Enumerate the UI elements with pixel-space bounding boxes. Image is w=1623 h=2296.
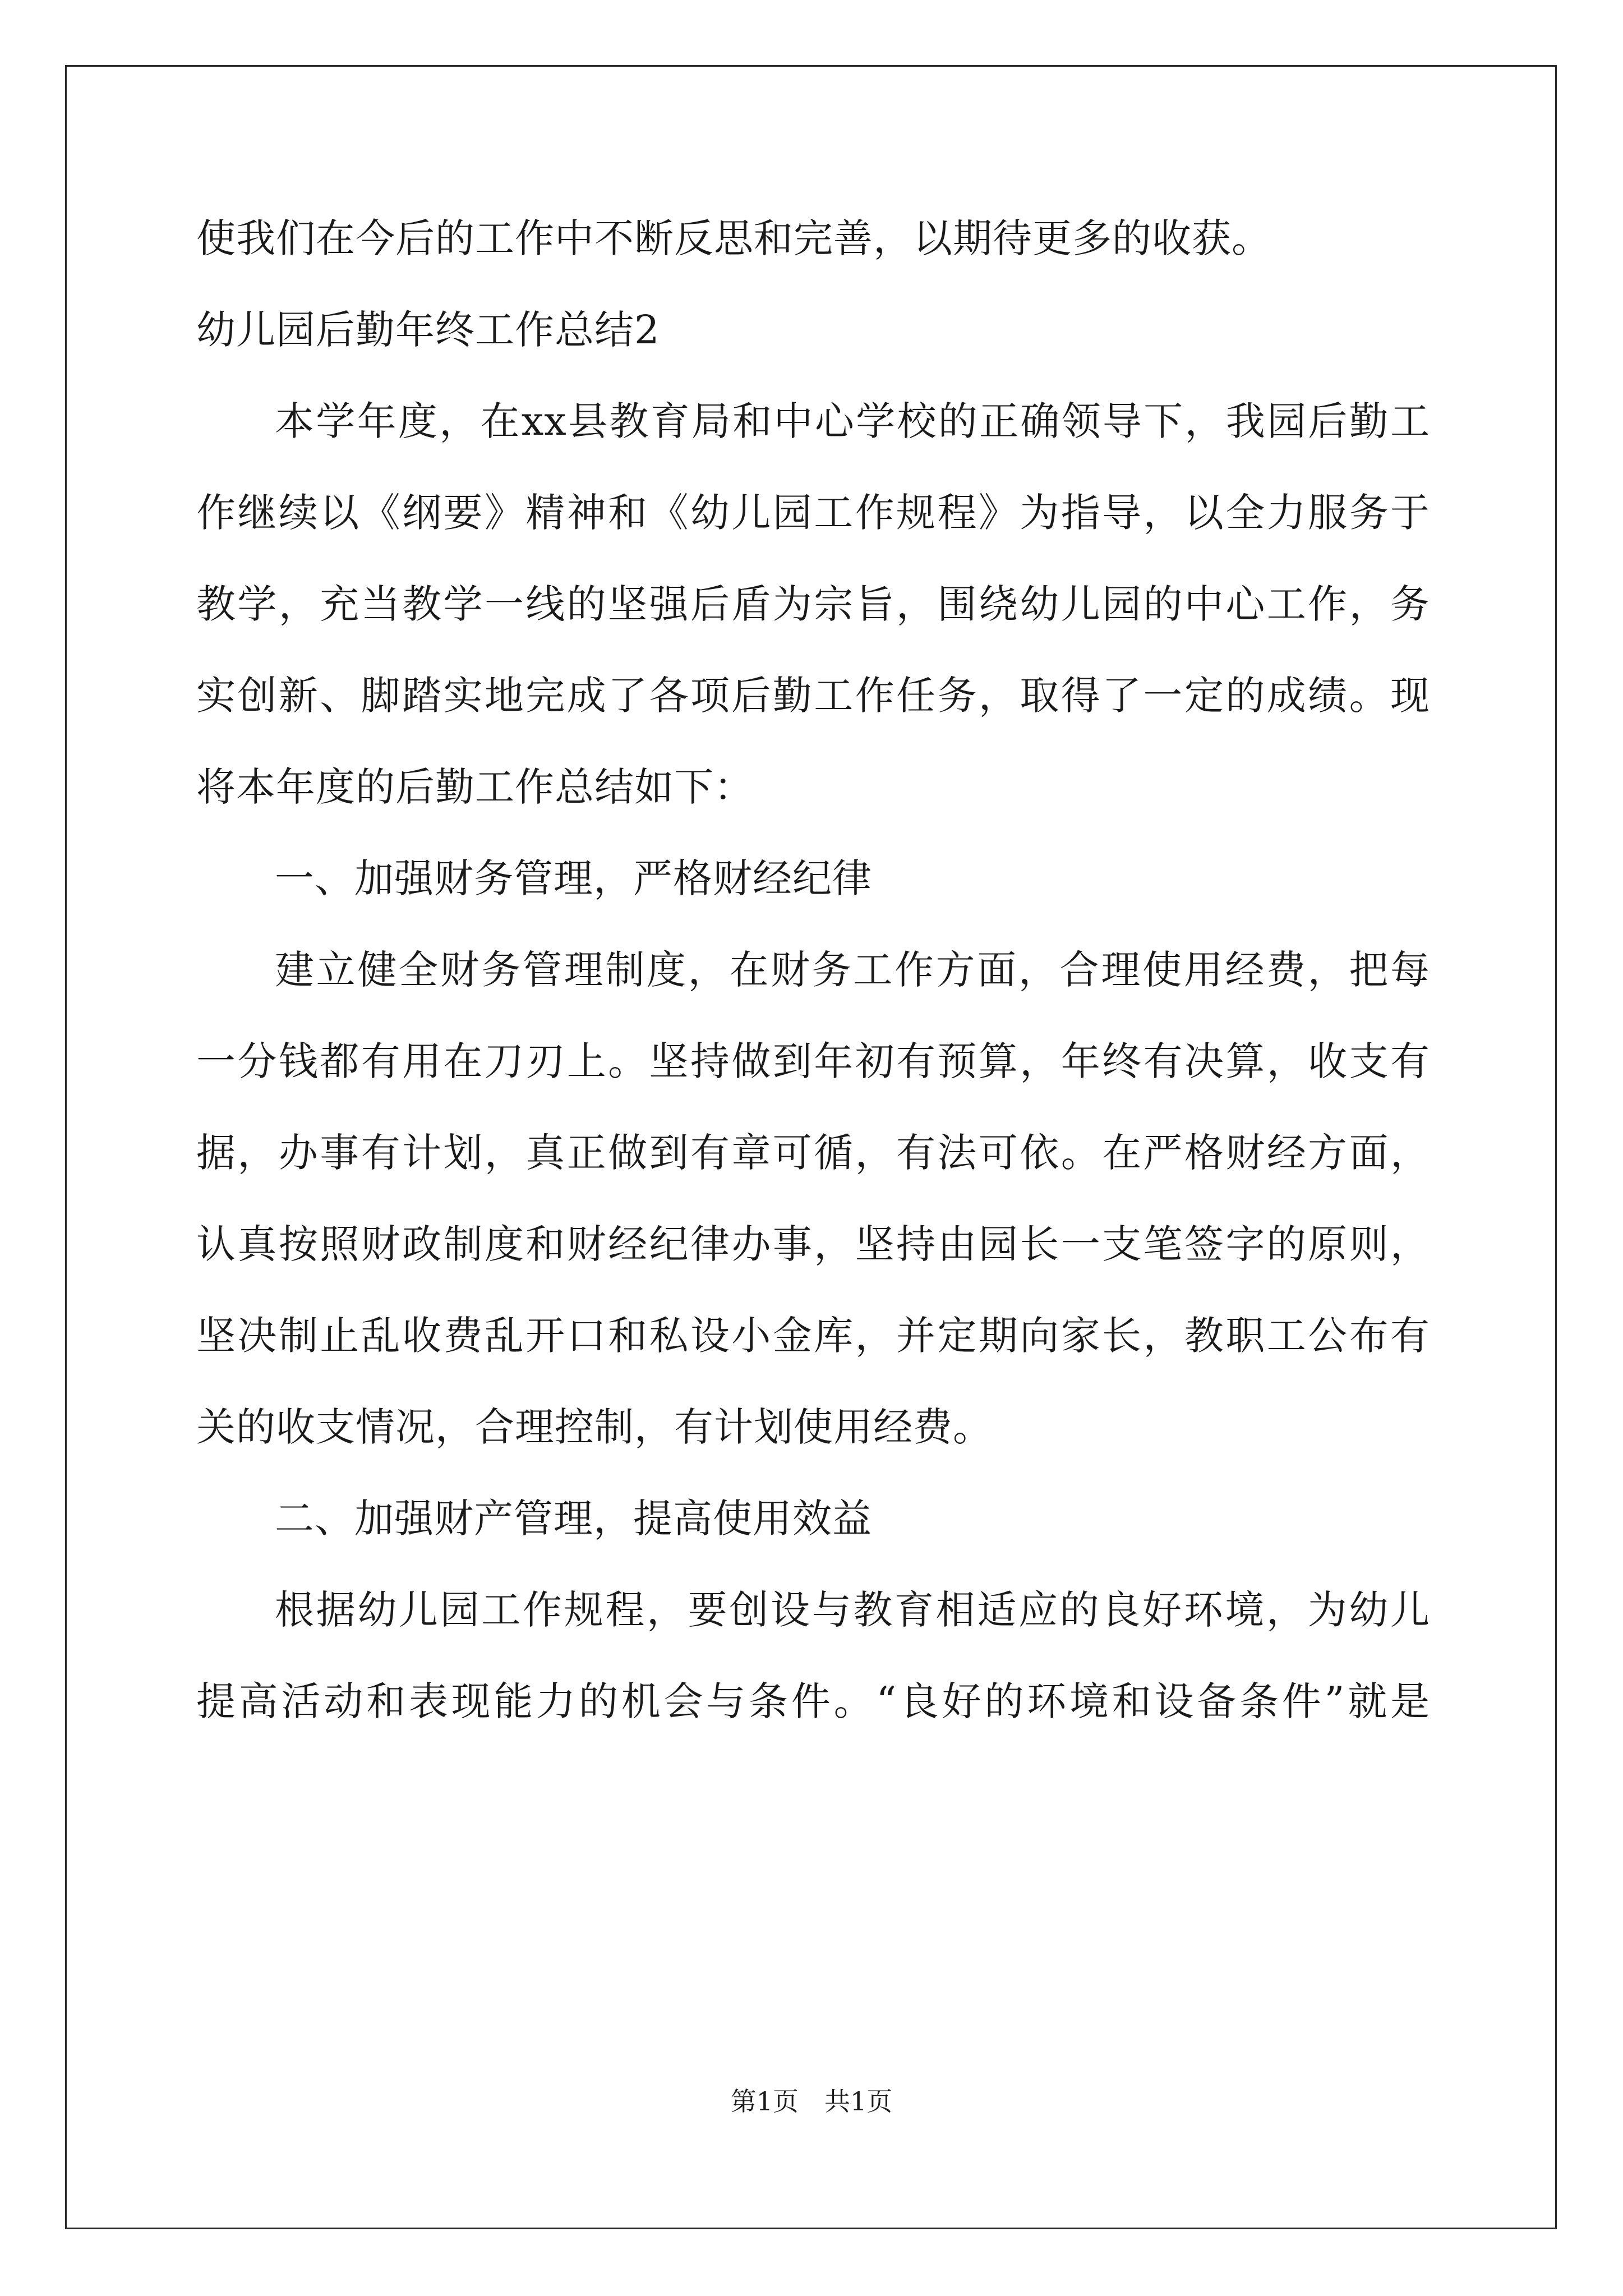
paragraph-line: 关的收支情况，合理控制，有计划使用经费。 xyxy=(196,1404,993,1450)
paragraph-line: 将本年度的后勤工作总结如下： xyxy=(196,764,754,810)
paragraph-line: 教学，充当教学一线的坚强后盾为宗旨，围绕幼儿园的中心工作，务 xyxy=(196,581,1430,627)
paragraph-line: 提高活动和表现能力的机会与条件。“良好的环境和设备条件”就是 xyxy=(196,1678,1430,1724)
paragraph-line: 实创新、脚踏实地完成了各项后勤工作任务，取得了一定的成绩。现 xyxy=(196,673,1430,719)
section-title: 幼儿园后勤年终工作总结2 xyxy=(196,307,660,353)
paragraph-line: 一分钱都有用在刀刃上。坚持做到年初有预算，年终有决算，收支有 xyxy=(196,1038,1430,1084)
paragraph-line: 根据幼儿园工作规程，要创设与教育相适应的良好环境，为幼儿 xyxy=(275,1587,1430,1633)
paragraph-line: 坚决制止乱收费乱开口和私设小金库，并定期向家长，教职工公布有 xyxy=(196,1313,1430,1359)
text-line-continuation: 使我们在今后的工作中不断反思和完善，以期待更多的收获。 xyxy=(196,215,1271,261)
paragraph-line: 本学年度，在xx县教育局和中心学校的正确领导下，我园后勤工 xyxy=(275,398,1430,444)
subheading: 一、加强财务管理，严格财经纪律 xyxy=(275,855,872,901)
page-number: 第1页 共1页 xyxy=(730,2086,893,2116)
paragraph-line: 认真按照财政制度和财经纪律办事，坚持由园长一支笔签字的原则， xyxy=(196,1221,1430,1267)
subheading: 二、加强财产管理，提高使用效益 xyxy=(275,1496,872,1542)
paragraph-line: 作继续以《纲要》精神和《幼儿园工作规程》为指导，以全力服务于 xyxy=(196,490,1430,536)
paragraph-line: 据，办事有计划，真正做到有章可循，有法可依。在严格财经方面， xyxy=(196,1130,1430,1176)
paragraph-line: 建立健全财务管理制度，在财务工作方面，合理使用经费，把每 xyxy=(275,947,1430,993)
